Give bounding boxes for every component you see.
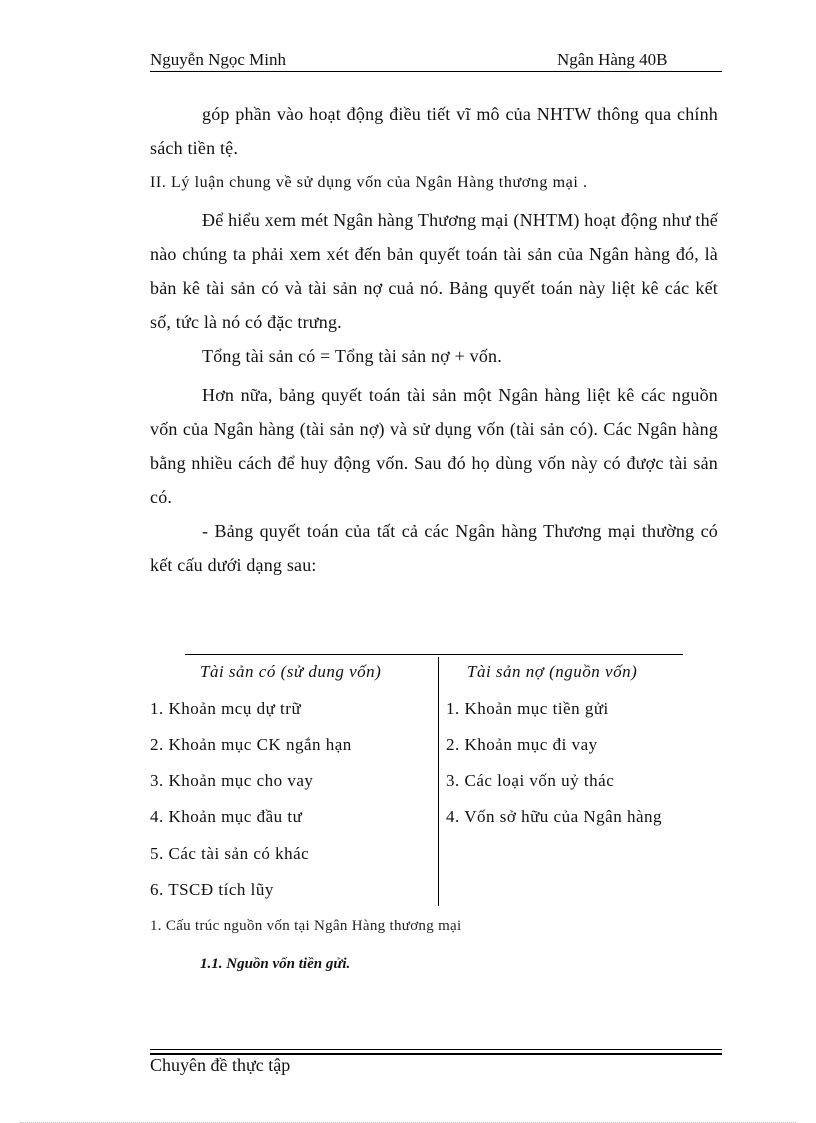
asset-item: 6. TSCĐ tích lũy [150,880,274,899]
table-top-rule [185,654,683,655]
footer-text: Chuyên đề thực tập [150,1055,291,1075]
table-caption: 1. Cấu trúc nguồn vốn tại Ngân Hàng thương mại [150,918,462,934]
table-column-divider [438,657,439,906]
liability-item: 3. Các loại vốn uỷ thác [446,771,615,790]
paragraph-balance-sheet: Để hiểu xem mét Ngân hàng Thương mại (NHTM) hoạt động như thế nào chúng ta phải xem xét đến bản quyết toán tài sản của Ngân hàng đó, là bản kê tài sản có và tài sản nợ cuả nó. Bảng quyết toán này liệt kê các kết số, tức là nó có đặc trưng. [150,210,718,332]
paragraph-sources: Hơn nữa, bảng quyết toán tài sản một Ngân hàng liệt kê các nguồn vốn của Ngân hàng (tài sản nợ) và sử dụng vốn (tài sản có). Các Ngân hàng bằng nhiều cách để huy động vốn. Sau đó họ dùng vốn này có được tài sản có. [150,385,718,507]
section-title: II. Lý luận chung về sử dụng vốn của Ngân Hàng thương mại . [150,174,588,191]
table-header-assets: Tài sản có (sử dung vốn) [200,662,382,681]
asset-item: 4. Khoản mục đầu tư [150,807,303,826]
header-author: Nguyễn Ngọc Minh [150,50,286,69]
liability-item: 2. Khoản mục đi vay [446,735,598,754]
header-class: Ngân Hàng 40B [557,50,668,69]
asset-item: 1. Khoản mcụ dự trữ [150,699,302,718]
paragraph-equation: Tổng tài sản có = Tổng tài sản nợ + vốn. [202,346,502,366]
asset-item: 5. Các tài sản có khác [150,844,310,863]
table-header-liabilities: Tài sản nợ (nguồn vốn) [467,662,638,681]
header-rule [150,71,722,72]
paragraph-structure: - Bảng quyết toán của tất cả các Ngân hàng Thương mại thường có kết cấu dưới dạng sau: [150,521,718,575]
asset-item: 3. Khoản mục cho vay [150,771,314,790]
subheading: 1.1. Nguồn vốn tiền gửi. [200,956,351,972]
footer-rule [150,1049,722,1050]
asset-item: 2. Khoản mục CK ngắn hạn [150,735,352,754]
liability-item: 1. Khoản mục tiền gửi [446,699,609,718]
liability-item: 4. Vốn sở hữu của Ngân hàng [446,807,662,826]
paragraph-intro: góp phần vào hoạt động điều tiết vĩ mô của NHTW thông qua chính sách tiền tệ. [150,104,718,158]
